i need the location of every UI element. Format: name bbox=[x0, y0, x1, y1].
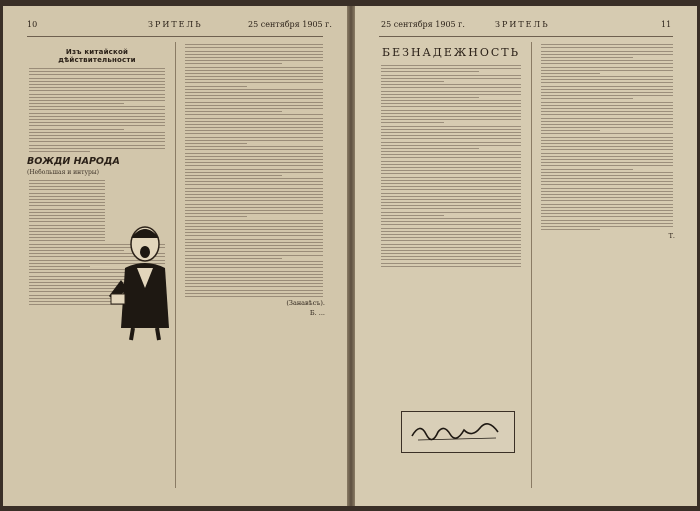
story-text-continued bbox=[539, 44, 675, 230]
magazine-title: ЗРИТЕЛЬ bbox=[495, 20, 550, 29]
section-caption: ВОЖДИ НАРОДА bbox=[27, 155, 120, 167]
header-rule bbox=[27, 36, 323, 37]
caricature-illustration bbox=[107, 218, 183, 342]
issue-date: 25 сентября 1905 г. bbox=[248, 20, 332, 29]
play-text bbox=[183, 44, 325, 297]
play-curtain-note: (Занавѣсъ). bbox=[286, 299, 325, 308]
author-signature: Т. bbox=[668, 232, 675, 241]
article-text bbox=[27, 68, 167, 152]
right-column-2 bbox=[539, 42, 675, 488]
column-divider bbox=[175, 42, 176, 488]
magazine-spread bbox=[3, 6, 697, 506]
left-column-2 bbox=[183, 42, 325, 488]
left-page bbox=[3, 6, 347, 506]
header-rule bbox=[379, 36, 673, 37]
signature-scribble bbox=[408, 420, 508, 444]
caption-text bbox=[27, 180, 107, 242]
story-title: БЕЗНАДЕЖНОСТЬ bbox=[382, 46, 520, 59]
column-divider bbox=[531, 42, 532, 488]
magazine-title: ЗРИТЕЛЬ bbox=[148, 20, 203, 29]
section-subcaption: (Небольшая и интуры) bbox=[27, 168, 99, 176]
right-page bbox=[355, 6, 697, 506]
left-page-header bbox=[3, 20, 347, 36]
page-number: 11 bbox=[661, 20, 672, 29]
story-text bbox=[379, 65, 523, 267]
handwritten-signature-box bbox=[401, 411, 515, 453]
right-page-header bbox=[355, 20, 697, 36]
page-number: 10 bbox=[27, 20, 38, 29]
author-signature: Б. ... bbox=[309, 309, 325, 318]
article-title: Изъ китайской дѣйствительности bbox=[58, 48, 136, 64]
issue-date: 25 сентября 1905 г. bbox=[381, 20, 465, 29]
book-gutter bbox=[347, 6, 355, 506]
